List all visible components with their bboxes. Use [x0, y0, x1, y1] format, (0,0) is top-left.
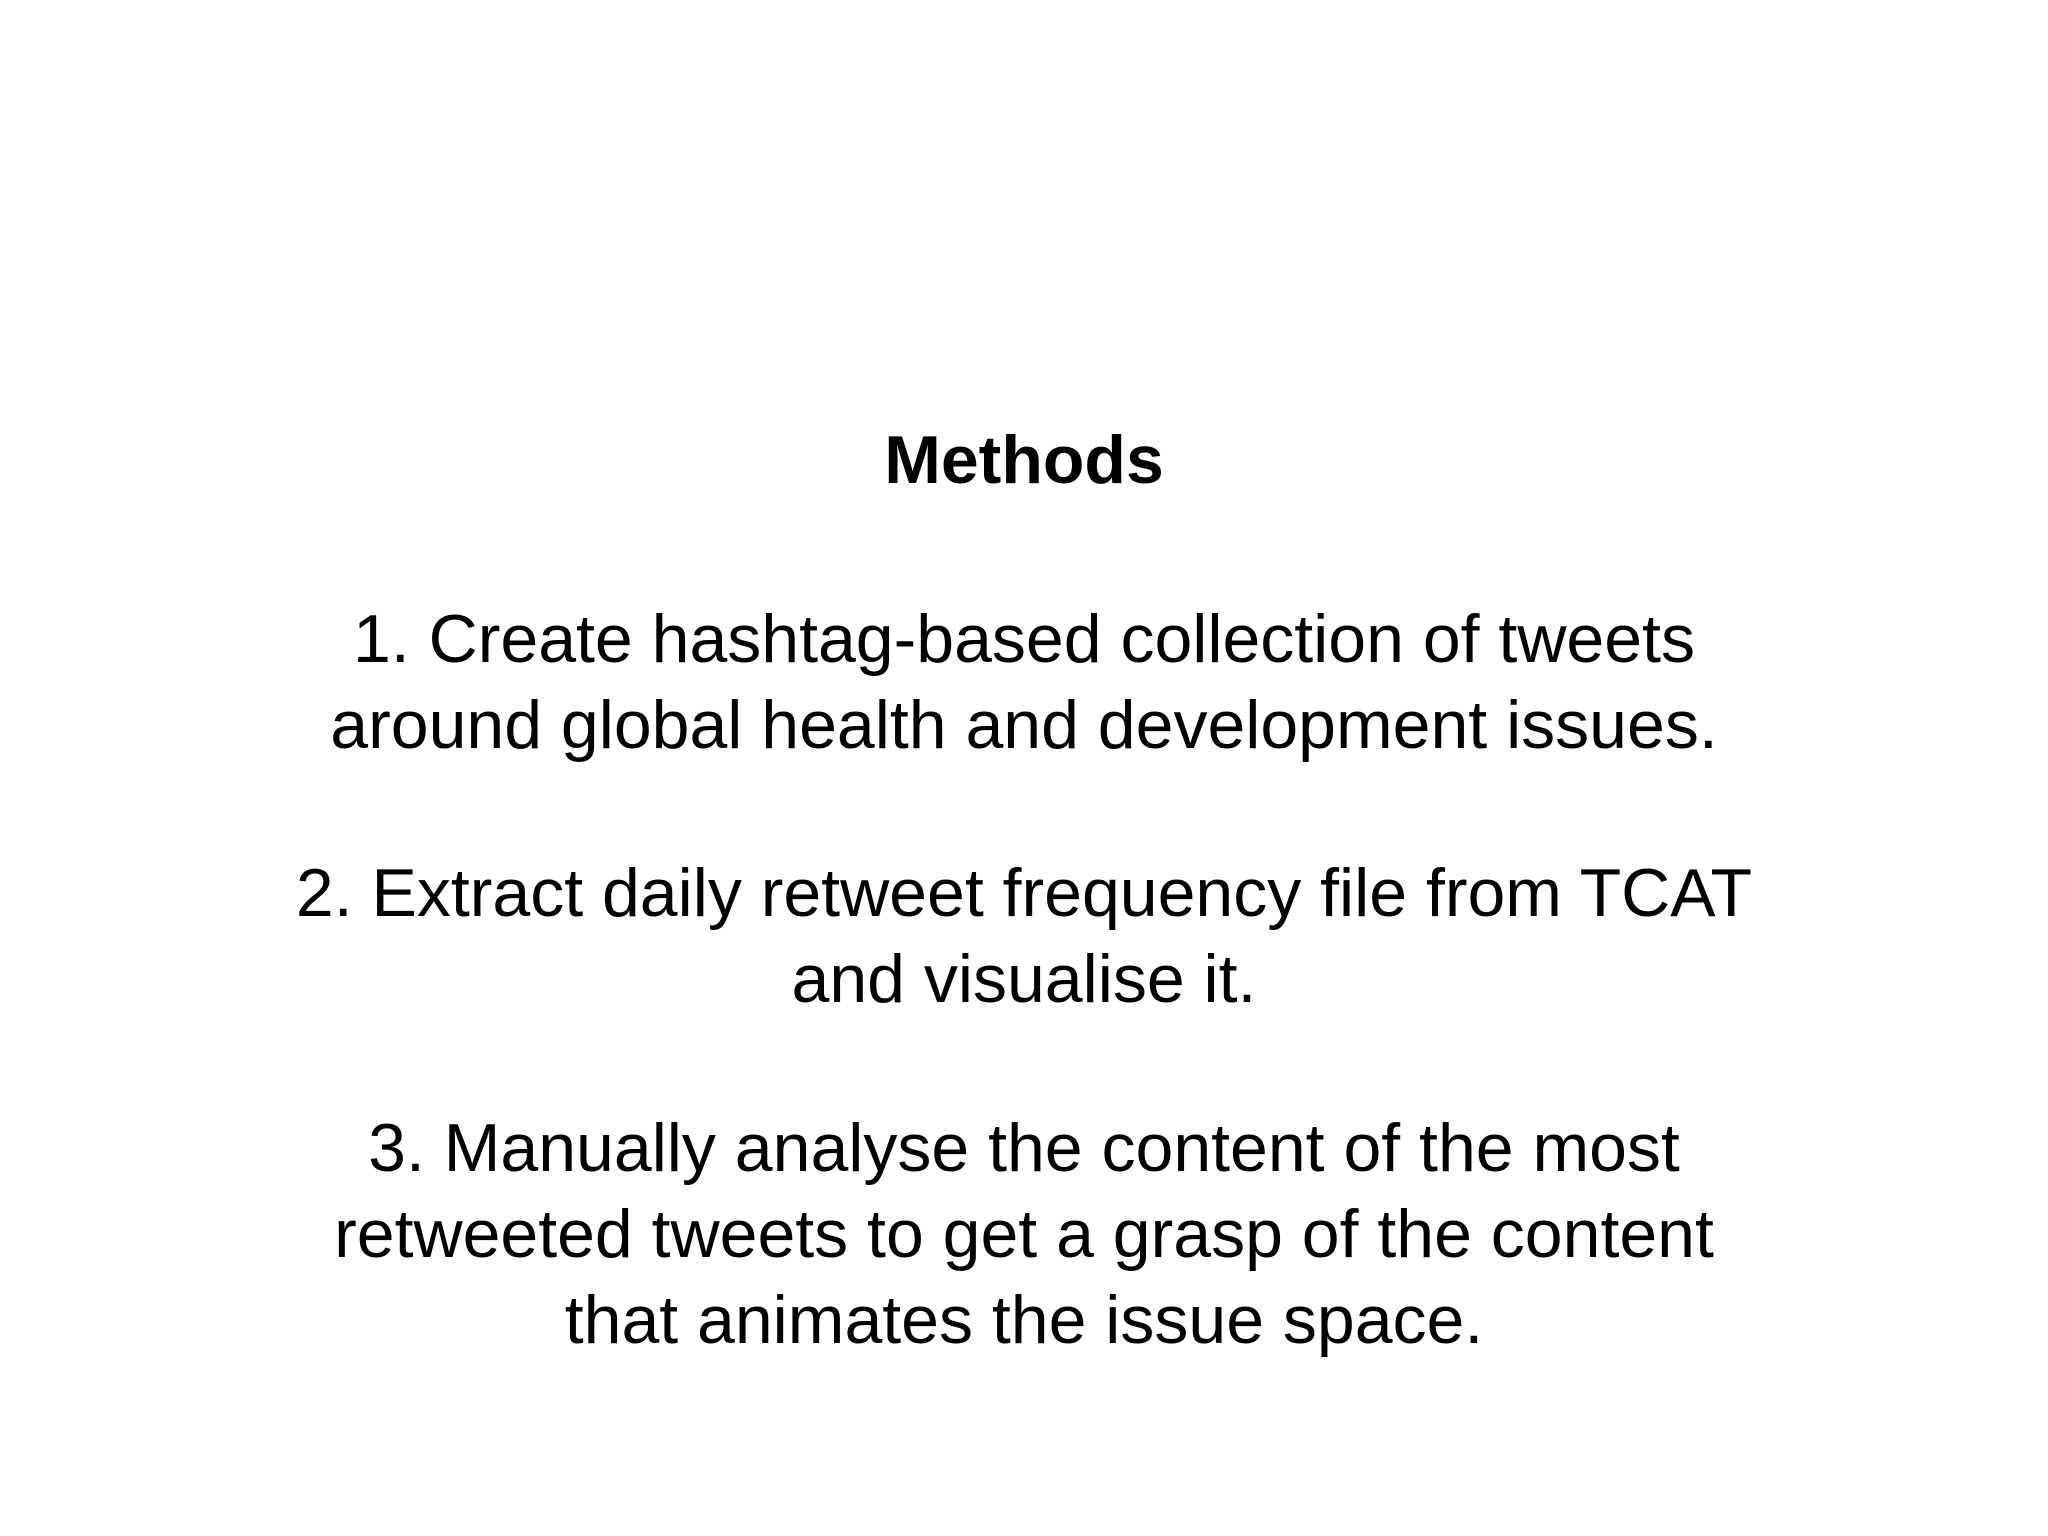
method-step-1-line-2: around global health and development issues. [330, 687, 1718, 763]
method-step-2-line-1: 2. Extract daily retweet frequency file from TCAT [295, 855, 1753, 931]
slide-title: Methods [884, 422, 1164, 498]
method-step-3-line-2: retweeted tweets to get a grasp of the content [334, 1196, 1714, 1272]
method-step-3-line-1: 3. Manually analyse the content of the most [368, 1110, 1680, 1186]
method-step-2 [180, 850, 1868, 1022]
method-step-2-line-2: and visualise it. [791, 941, 1257, 1017]
method-step-1-line-1: 1. Create hashtag-based collection of tweets [353, 601, 1695, 677]
method-step-3 [180, 1105, 1868, 1363]
method-step-3-line-3: that animates the issue space. [564, 1282, 1484, 1358]
method-step-1 [180, 596, 1868, 768]
